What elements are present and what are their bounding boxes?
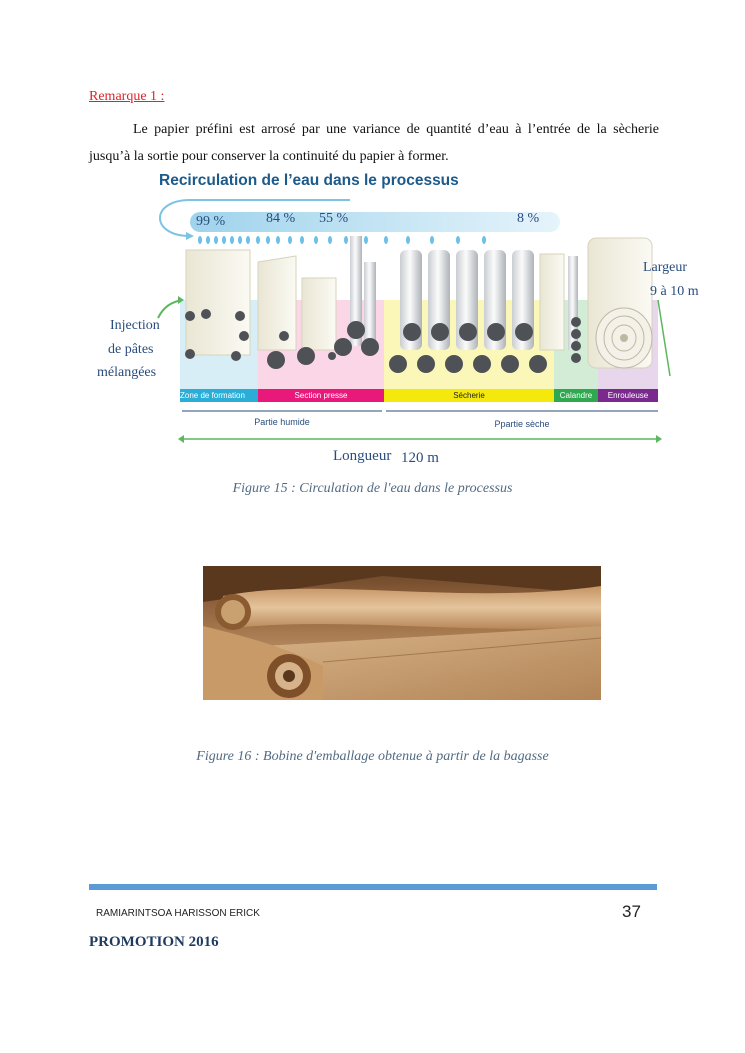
footer-author: RAMIARINTSOA HARISSON ERICK bbox=[96, 908, 260, 919]
pct-8: 8 % bbox=[517, 211, 540, 226]
water-recirculation-diagram bbox=[89, 195, 709, 475]
section-formation: Zone de formation bbox=[180, 391, 245, 400]
injection-line-1: Injection bbox=[110, 318, 160, 333]
injection-line-2: de pâtes bbox=[108, 342, 154, 357]
section-enrouleuse: Enrouleuse bbox=[607, 391, 649, 400]
longueur-label: Longueur bbox=[333, 448, 392, 464]
water-drops bbox=[198, 236, 486, 244]
figure16-caption: Figure 16 : Bobine d'emballage obtenue à partir de la bagasse bbox=[196, 749, 549, 764]
page-number: 37 bbox=[622, 902, 641, 921]
final-reel bbox=[588, 238, 652, 368]
pct-55: 55 % bbox=[319, 211, 349, 226]
longueur-value: 120 m bbox=[401, 450, 439, 466]
partie-humide: Partie humide bbox=[254, 417, 310, 427]
largeur-label: Largeur bbox=[643, 260, 688, 275]
water-band bbox=[190, 212, 560, 232]
footer-promotion: PROMOTION 2016 bbox=[89, 934, 219, 950]
largeur-value: 9 à 10 m bbox=[650, 284, 699, 299]
section-calandre: Calandre bbox=[559, 391, 593, 400]
body-paragraph: Le papier préfini est arrosé par une variance de quantité d’eau à l’entrée de la sècherie jusqu’à la sortie pour conserver la continuité du papier à former. bbox=[89, 122, 659, 164]
remark-heading: Remarque 1 : bbox=[89, 89, 165, 104]
footer-divider bbox=[89, 884, 657, 890]
section-presse: Section presse bbox=[294, 391, 348, 400]
figure15-caption: Figure 15 : Circulation de l'eau dans le processus bbox=[232, 481, 513, 496]
pct-84: 84 % bbox=[266, 211, 296, 226]
figure15-title: Recirculation de l’eau dans le processus bbox=[159, 172, 459, 189]
pct-99: 99 % bbox=[196, 214, 226, 229]
section-secherie: Sécherie bbox=[453, 391, 485, 400]
width-arrow bbox=[658, 300, 670, 376]
injection-line-3: mélangées bbox=[97, 365, 157, 380]
kraft-paper-roll-photo bbox=[203, 566, 601, 700]
partie-seche: Ppartie sèche bbox=[494, 419, 550, 429]
